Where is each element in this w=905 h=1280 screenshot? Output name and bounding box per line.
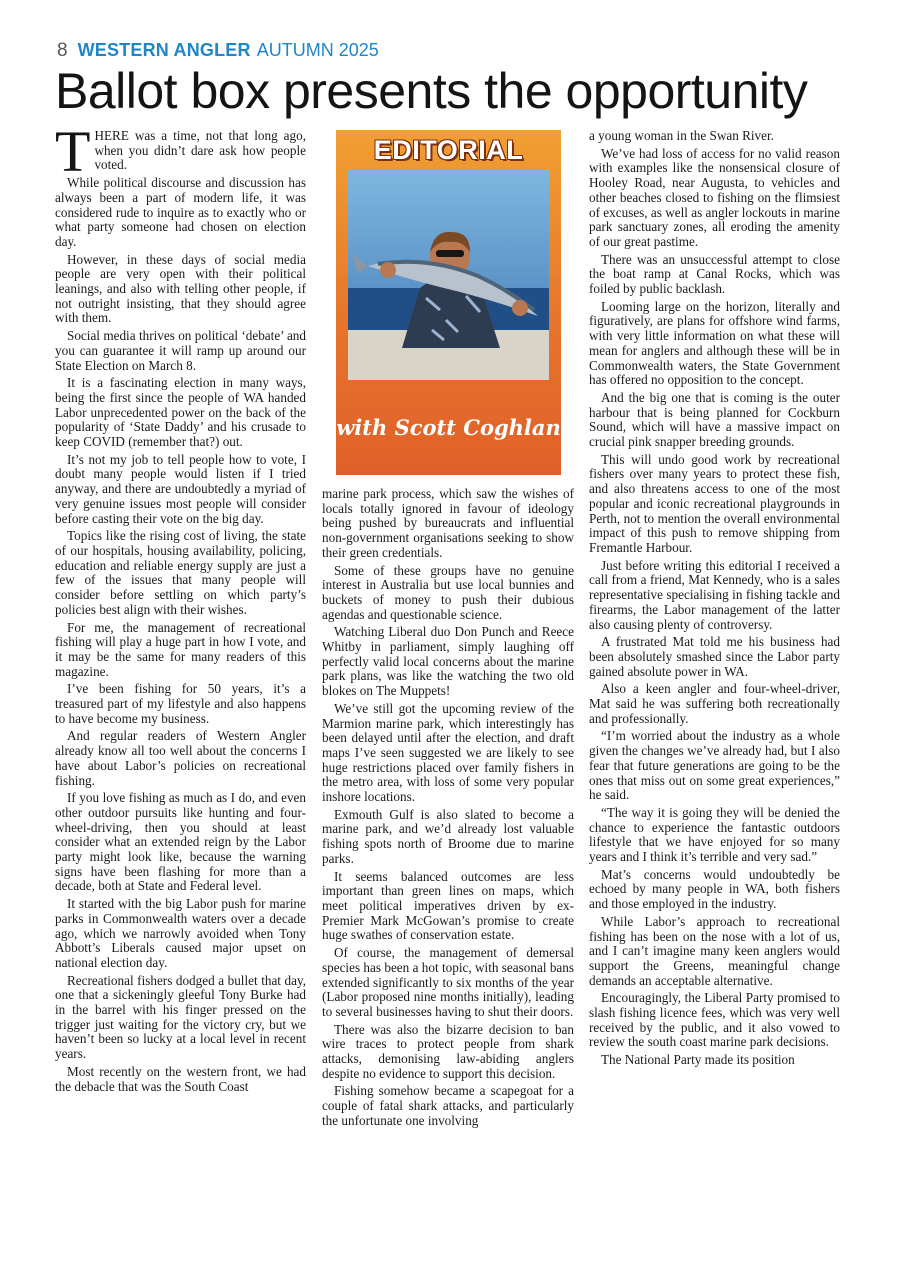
article-paragraph: Of course, the management of demersal species has been a hot topic, with seasonal bans extended significantly to six months of the year (Labor proposed nine months initially), leading to several businesses having to shut their doors. (322, 945, 574, 1019)
article-paragraph: We’ve still got the upcoming review of the Marmion marine park, which interestingly has been delayed until after the election, and draft maps I’ve seen suggested we are likely to see huge restrictions placed over family fishers in the metro area, with loss of some very popular inshore locations. (322, 700, 574, 805)
article-paragraph: Topics like the rising cost of living, the state of our hospitals, housing availability, policing, education and reliable energy supply are just a few of the issues that many people will consider before settling on which party’s policies best align with their wishes. (55, 528, 306, 617)
article-paragraph: It seems balanced outcomes are less important than green lines on maps, which meet political imperatives driven by ex-Premier Mark McGowan’s promise to create huge swathes of conservation estate. (322, 868, 574, 943)
editorial-feature-box (336, 130, 561, 475)
article-paragraph: And regular readers of Western Angler already know all too well about the concerns I have about Labor’s policies on recreational fishing. (55, 728, 306, 788)
article-paragraph: While Labor’s approach to recreational fishing has been on the nose with a lot of us, and I can’t imagine many keen anglers would support the Greens, meaningful change demands an acceptable alternative. (589, 913, 840, 988)
article-paragraph: If you love fishing as much as I do, and even other outdoor pursuits like hunting and four-wheel-driving, then you should at least consider what an extended reign by the Labor party might look like, because the warning signs have been flashing for more than a decade, both at State and Federal level. (55, 790, 306, 894)
article-paragraph: And the big one that is coming is the outer harbour that is being planned for Cockburn Sound, which will have a massive impact on crucial pink snapper breeding grounds. (589, 389, 840, 450)
article-paragraph-continued: marine park process, which saw the wishes of locals totally ignored in favour of ideology being pushed by bureaucrats and influential non-government organisations seeking to show their green credentials. (322, 486, 574, 560)
article-paragraph: Just before writing this editorial I received a call from a friend, Mat Kennedy, who is a sales representative specialising in fishing tackle and firearms, the Labor management of the latter also causing plenty of controversy. (589, 557, 840, 632)
article-paragraph: A frustrated Mat told me his business had been absolutely smashed since the Labor party gained absolute power in WA. (589, 634, 840, 679)
photo-hand-right (512, 300, 528, 316)
article-paragraph: Recreational fishers dodged a bullet that day, one that a sickeningly gleeful Tony Burke had in the barrel with his finger pressed on the trigger just waiting for the victory cry, but we haven’t been so lucky at a local level in recent years. (55, 972, 306, 1062)
article-column-3 (589, 129, 840, 1071)
article-paragraph: It’s not my job to tell people how to vote, I doubt many people would listen if I tried anyway, and there are undoubtedly a myriad of very genuine issues most people will consider before casting their vote on the big day. (55, 451, 306, 526)
author-photo (348, 170, 549, 380)
article-paragraph: There was also the bizarre decision to ban wire traces to protect people from shark attacks, demonising law-abiding anglers despite no evidence to support this decision. (322, 1021, 574, 1081)
article-paragraph: Fishing somehow became a scapegoat for a couple of fatal shark attacks, and particularly the unfortunate one involving (322, 1083, 574, 1128)
page-number: 8 (57, 40, 68, 61)
article-paragraph: Social media thrives on political ‘debate’ and you can guarantee it will ramp up around our State Election on March 8. (55, 328, 306, 373)
author-byline: with Scott Coghlan (336, 415, 561, 440)
article-paragraph: This will undo good work by recreational fishers over many years to protect these fish, and also threatens access to one of the most popular and iconic recreational playgrounds in Perth, not to mention the overall environmental impact of this push to remove shipping from Fremantle Harbour. (589, 451, 840, 555)
article-paragraph: Encouragingly, the Liberal Party promised to slash fishing licence fees, which was very well received by the public, and it also vowed to review the south coast marine park decisions. (589, 990, 840, 1050)
article-paragraph: I’ve been fishing for 50 years, it’s a treasured part of my lifestyle and also happens to have become my business. (55, 681, 306, 726)
article-paragraph: While political discourse and discussion has always been a part of modern life, it was considered rude to inquire as to exactly who or what party someone had chosen on election day. (55, 175, 306, 249)
article-paragraph: Looming large on the horizon, literally and figuratively, are plans for offshore wind farms, with very little information on what these will mean for anglers and although these will be in Commonwealth waters, the State Government has offered no opposition to the concept. (589, 298, 840, 388)
article-paragraph: “I’m worried about the industry as a whole given the changes we’ve already had, but I also fear that future generations are going to be the ones that miss out on some great experiences,” he said. (589, 728, 840, 803)
photo-sunglasses (436, 250, 464, 257)
article-paragraph: Also a keen angler and four-wheel-driver, Mat said he was suffering both recreationally and professionally. (589, 681, 840, 726)
article-paragraph: However, in these days of social media people are very open with their political leanings, and also with telling other people, if not outright insisting, that they should agree with them. (55, 251, 306, 326)
article-paragraph: Mat’s concerns would undoubtedly be echoed by many people in WA, both fishers and those employed in the industry. (589, 866, 840, 912)
issue-date: AUTUMN 2025 (256, 40, 379, 60)
editorial-label: EDITORIAL (373, 135, 524, 165)
article-column-2 (322, 487, 574, 1132)
article-paragraph: Some of these groups have no genuine interest in Australia but use local bunnies and buckets of money to push their dubious agendas and questionable science. (322, 562, 574, 622)
drop-cap: T (55, 119, 91, 184)
article-column-1 (55, 119, 306, 1097)
article-paragraph: Watching Liberal duo Don Punch and Reece Whitby in parliament, simply laughing off perfectly valid local concerns about the marine park plans, was like the watching the two old blokes on The Muppets! (322, 624, 574, 699)
article-paragraph: We’ve had loss of access for no valid reason with examples like the nonsensical closure of Hooley Road, near Augusta, to vehicles and other beaches closed to fishing on the flimsiest of excuses, as well as angler lockouts in marine park sanctuary zones, all eroding the amenity of our great pastime. (589, 145, 840, 249)
article-paragraph: For me, the management of recreational fishing will play a huge part in how I vote, and it may be the same for many readers of this magazine. (55, 619, 306, 679)
magazine-name: WESTERN ANGLER (77, 40, 251, 60)
article-paragraph: There was an unsuccessful attempt to close the boat ramp at Canal Rocks, which was foiled by public backlash. (589, 251, 840, 297)
article-opening-paragraph (55, 119, 306, 184)
article-paragraph: “The way it is going they will be denied the chance to experience the fantastic outdoors lifestyle that we have enjoyed for so many years and I think it’s terrible and very sad.” (589, 804, 840, 865)
page-header (57, 40, 379, 62)
article-paragraph: Most recently on the western front, we had the debacle that was the South Coast (55, 1063, 306, 1094)
photo-hand-left (380, 262, 396, 278)
opening-text: HERE was a time, not that long ago, when you didn’t dare ask how people voted. (94, 128, 306, 173)
article-paragraph: Exmouth Gulf is also slated to become a marine park, and we’d already lost valuable fishing spots north of Broome due to marine parks. (322, 806, 574, 866)
article-paragraph: It is a fascinating election in many ways, being the first since the people of WA handed Labor unprecedented power on the back of the popularity of ‘State Daddy’ and his crusade to keep COVID (remember that?) out. (55, 375, 306, 450)
headline: Ballot box presents the opportunity (55, 63, 808, 119)
article-paragraph-continued: a young woman in the Swan River. (589, 128, 774, 143)
article-paragraph: The National Party made its position (601, 1052, 795, 1068)
article-paragraph: It started with the big Labor push for marine parks in Commonwealth waters over a decade ago, which we narrowly avoided when Tony Abbott’s Liberals caused major upset on national election day. (55, 896, 306, 970)
